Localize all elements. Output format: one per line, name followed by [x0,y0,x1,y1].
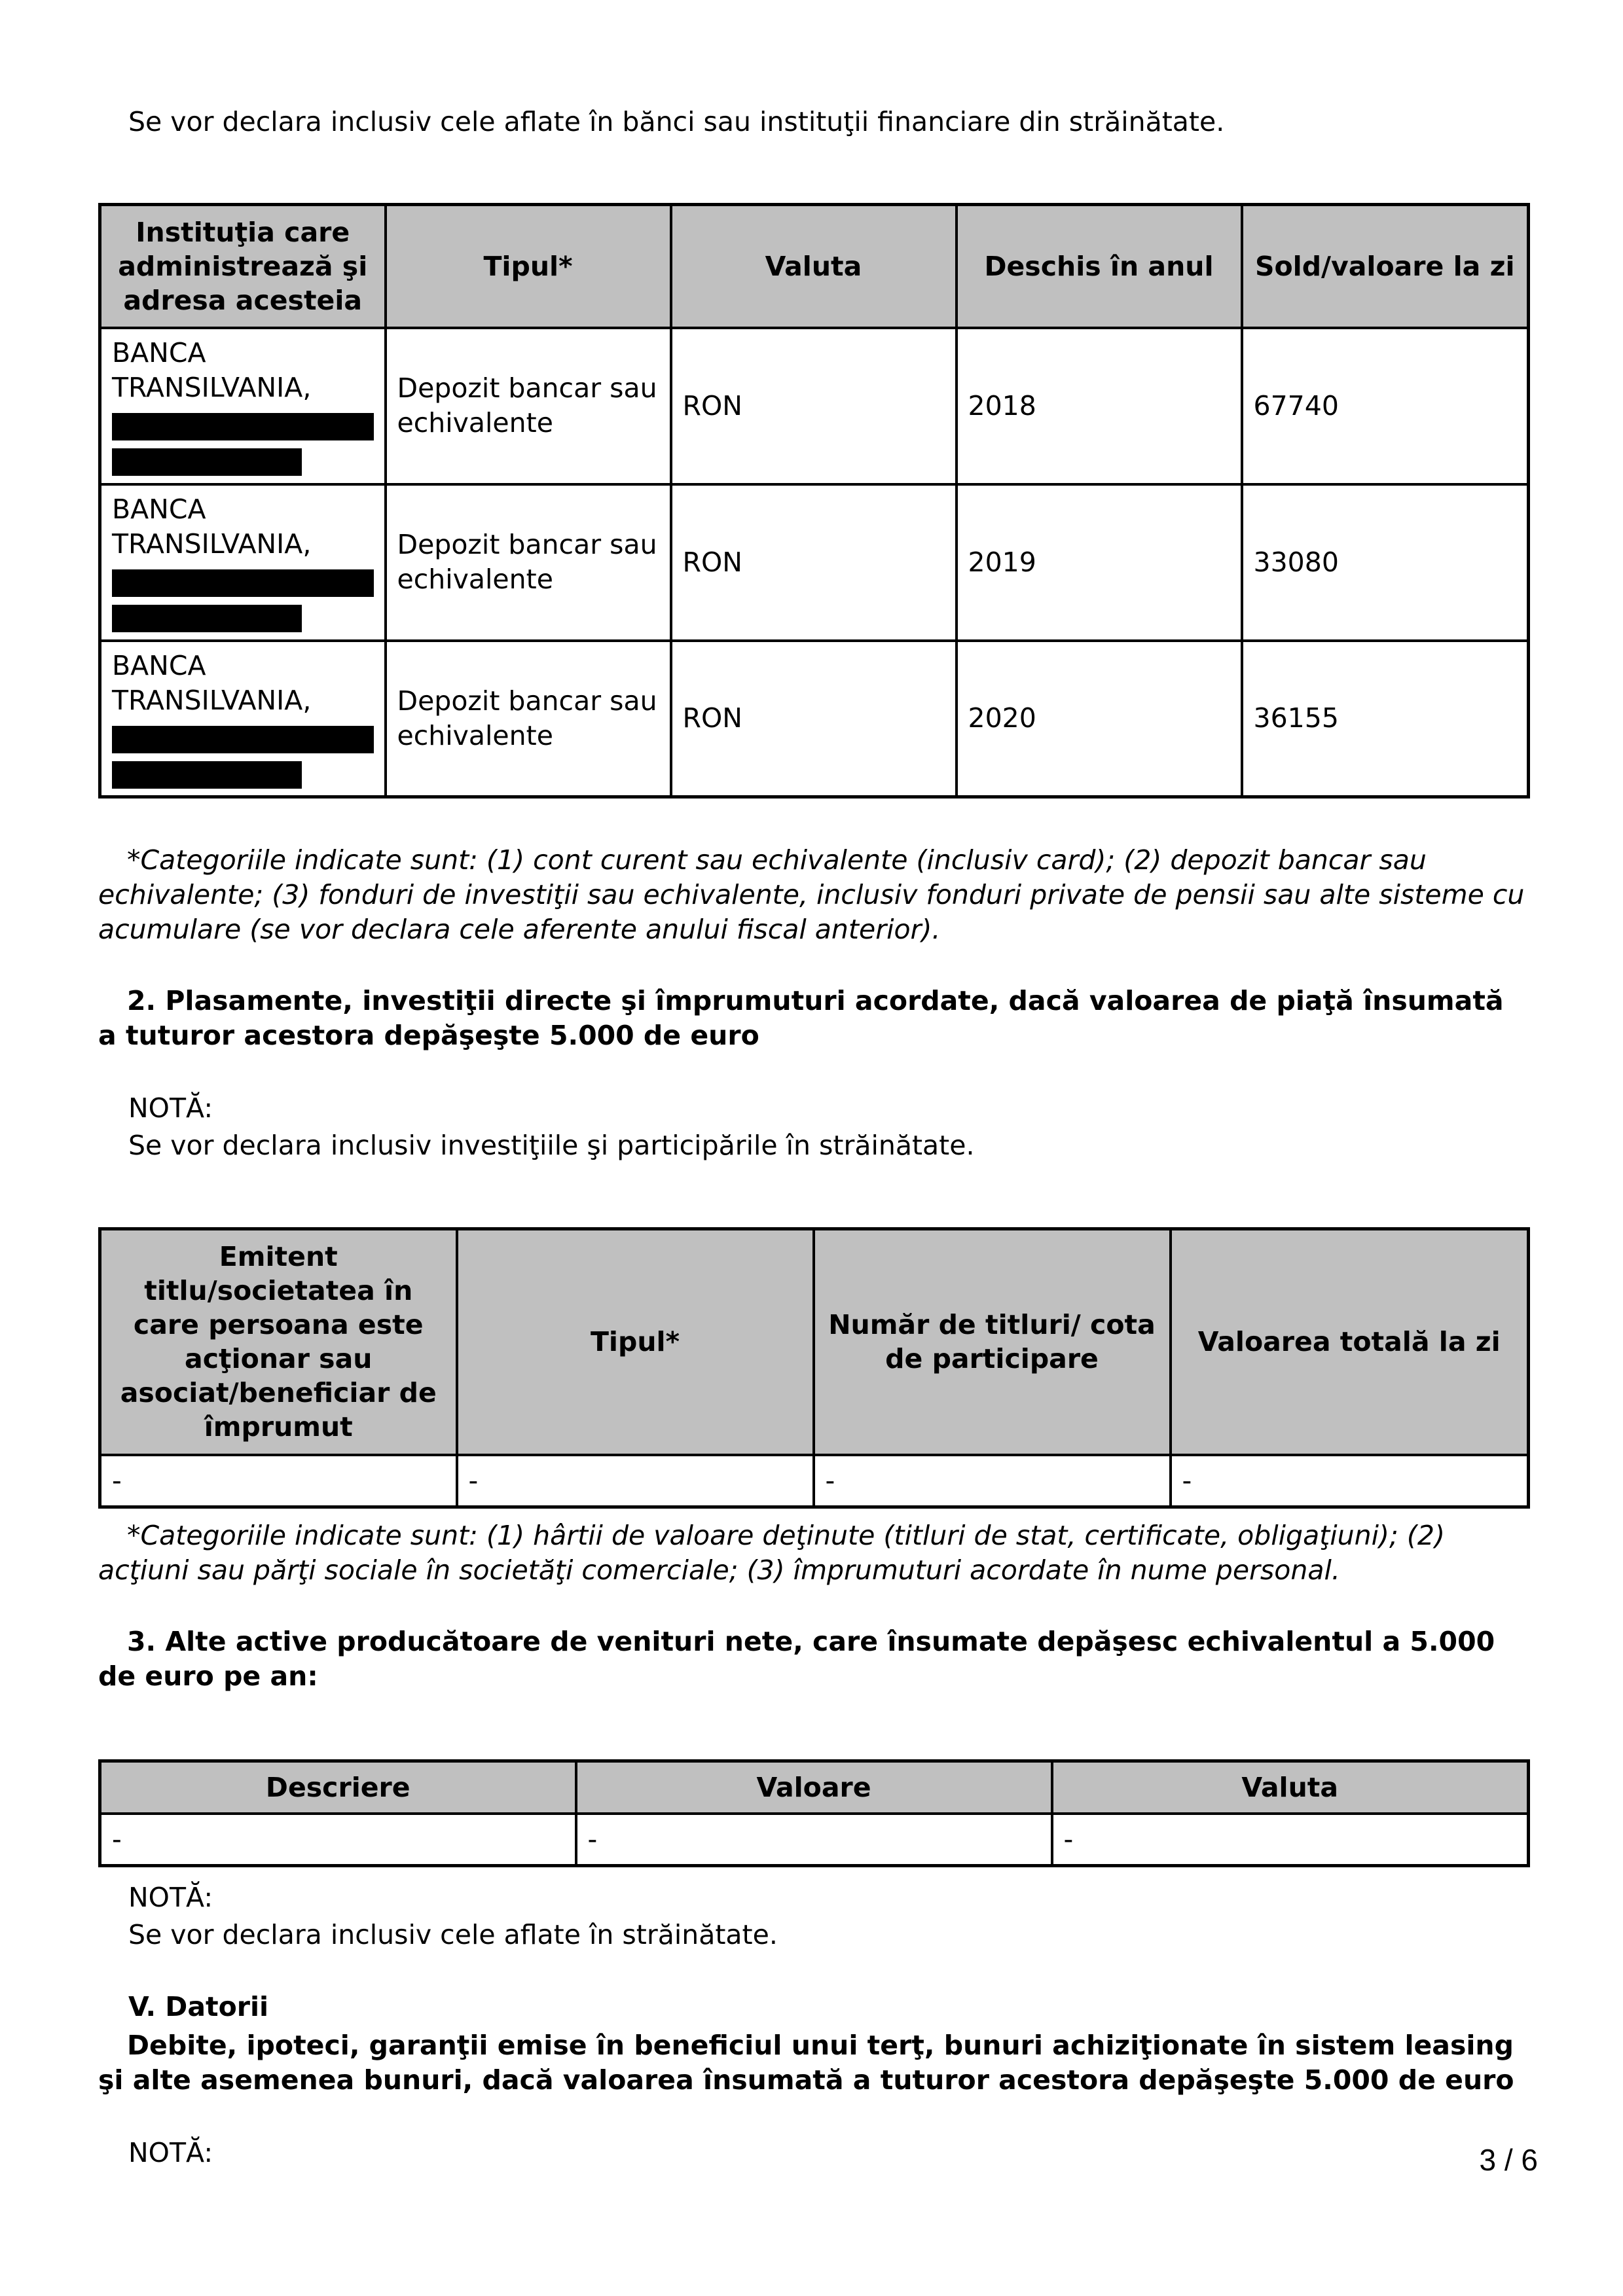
section2-note-label: NOTĂ: [128,1092,213,1124]
section5-subheading: Debite, ipoteci, garanţii emise în beneficiul unui terţ, bunuri achiziţionate în sistem leasing şi alte asemenea bunuri, dacă valoarea însumată a tuturor acestora depăşeşte 5.000 de euro [98,2030,1514,2096]
section3-note-label: NOTĂ: [128,1882,213,1913]
section2-heading: 2. Plasamente, investiţii directe şi împrumuturi acordate, dacă valoarea de piaţă însumată a tuturor acestora depăşeşte 5.000 de euro [98,985,1504,1051]
institution-name: BANCA TRANSILVANIA, [112,649,312,716]
cell-year: 2018 [957,328,1242,484]
cell-balance: 33080 [1242,484,1529,641]
cell-institution [100,328,386,484]
other-assets-header-row [100,1761,1529,1814]
header-institution: Instituţia care administrează şi adresa acesteia [100,205,386,328]
header-type: Tipul* [386,205,671,328]
cell-type: Depozit bancar sau echivalente [386,328,671,484]
header-type: Tipul* [457,1229,814,1455]
cell-currency: - [1052,1814,1529,1866]
header-currency: Valuta [1052,1761,1529,1814]
other-assets-table [98,1759,1530,1867]
cell-currency: RON [671,484,957,641]
cell-type: - [457,1455,814,1507]
cell-description: - [100,1814,576,1866]
investments-table [98,1227,1530,1509]
cell-currency: RON [671,641,957,797]
header-issuer: Emitent titlu/societatea în care persoana este acţionar sau asociat/beneficiar de împrumut [100,1229,457,1455]
section3-heading: 3. Alte active producătoare de venituri nete, care însumate depăşesc echivalentul a 5.000 de euro pe an: [98,1626,1495,1692]
institution-name: BANCA TRANSILVANIA, [112,493,312,560]
header-value: Valoare [576,1761,1052,1814]
accounts-header-row [100,205,1529,328]
redacted-address-block [112,413,374,440]
page-number: 3 / 6 [1479,2143,1538,2177]
accounts-table [98,203,1530,798]
section2-footnote: *Categoriile indicate sunt: (1) hârtii de valoare deţinute (titluri de stat, certificate, obligaţiuni); (2) acţiuni sau părţi sociale în societăţi comerciale; (3) împrumuturi acordate în nume personal. [98,1520,1445,1586]
cell-type: Depozit bancar sau echivalente [386,641,671,797]
cell-total-value: - [1171,1455,1529,1507]
cell-type: Depozit bancar sau echivalente [386,484,671,641]
table-row [100,328,1529,484]
table-row [100,1455,1529,1507]
cell-share-count: - [814,1455,1171,1507]
cell-year: 2020 [957,641,1242,797]
cell-balance: 36155 [1242,641,1529,797]
cell-currency: RON [671,328,957,484]
institution-name: BANCA TRANSILVANIA, [112,337,312,403]
header-share-count: Număr de titluri/ cota de participare [814,1229,1171,1455]
table-row [100,484,1529,641]
header-total-value: Valoarea totală la zi [1171,1229,1529,1455]
cell-value: - [576,1814,1052,1866]
table-row [100,641,1529,797]
intro-note: Se vor declara inclusiv cele aflate în bănci sau instituţii financiare din străinătate. [128,106,1225,137]
accounts-footnote: *Categoriile indicate sunt: (1) cont curent sau echivalente (inclusiv card); (2) depozit bancar sau echivalente; (3) fonduri de investiţii sau echivalente, inclusiv fonduri private de pensii sau alte sisteme cu acumulare (se vor declara cele aferente anului fiscal anterior). [98,844,1525,945]
header-opened-year: Deschis în anul [957,205,1242,328]
section5-heading: V. Datorii [128,1991,269,2022]
table-row [100,1814,1529,1866]
redacted-address-block [112,726,374,753]
section3-note-text: Se vor declara inclusiv cele aflate în străinătate. [128,1919,778,1950]
investments-header-row [100,1229,1529,1455]
section2-note-text: Se vor declara inclusiv investiţiile şi participările în străinătate. [128,1130,975,1161]
cell-institution [100,641,386,797]
section5-note-label: NOTĂ: [128,2137,213,2168]
redacted-address-block [112,448,302,476]
header-balance: Sold/valoare la zi [1242,205,1529,328]
cell-issuer: - [100,1455,457,1507]
redacted-address-block [112,569,374,597]
header-currency: Valuta [671,205,957,328]
cell-year: 2019 [957,484,1242,641]
header-description: Descriere [100,1761,576,1814]
redacted-address-block [112,761,302,789]
cell-institution [100,484,386,641]
cell-balance: 67740 [1242,328,1529,484]
redacted-address-block [112,605,302,632]
